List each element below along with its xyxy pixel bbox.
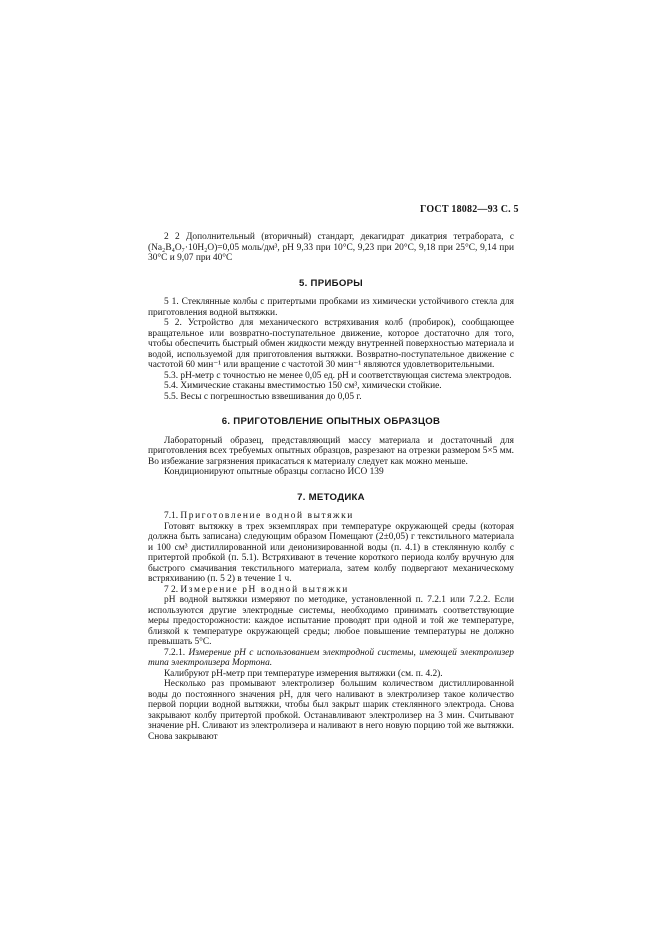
section-7-title: 7. МЕТОДИКА [297, 491, 365, 503]
paragraph-7-1: Готовят вытяжку в трех экземплярах при температуре окружающей среды (которая должна быть записана) следующим образом Помещают (2±0,05) г текстильного материала и 100 см³ дистиллированной или деионизированной воды (п. 4.1) в стеклянную колбу с притертой пробкой (п. 5.1). Встряхивают в течение короткого периода колбу вручную для быстрого смачивания текстильного материала, затем колбу подвергают механическому встряхиванию (п. 5 2) в течение 1 ч. [148, 521, 514, 584]
subsection-7-2-heading [148, 585, 514, 596]
section-5-title: 5. ПРИБОРЫ [298, 277, 363, 289]
subsection-7-2-1-number: 7.2.1. [164, 647, 186, 658]
paragraph-2-2: 2 2 Дополнительный (вторичный) стандарт, декагидрат дикатрия тетрабората, c (Na₂B₄O₇·10H₂O)=0,05 моль/дм³, pH 9,33 при 10°С, 9,23 при 20°С, 9,18 при 25°С, 9,14 при 30°С и 9,07 при 40°С [148, 232, 514, 263]
page-header: ГОСТ 18082—93 С. 5 [420, 204, 519, 215]
subsection-7-1-title: Приготовление водной вытяжки [180, 511, 354, 521]
subsection-7-2-title: Измерение pH водной вытяжки [180, 584, 349, 595]
document-body [148, 232, 514, 742]
paragraph-5-4: 5.4. Химические стаканы вместимостью 150 см³, химически стойкие. [164, 381, 442, 391]
subsection-7-1-heading [148, 511, 514, 522]
subsection-7-2-1-title: Измерение pH с использованием электродной системы, имеющей электролизер типа электролизера Мортона. [148, 647, 514, 668]
paragraph-6-1: Лабораторный образец, представляющий массу материала и достаточный для приготовления всех требуемых опытных образцов, разрезают на отрезки размером 5×5 мм. Во избежание загрязнения прикасаться к материалу следует как можно меньше. [148, 435, 514, 467]
paragraph-5-5: 5.5. Весы с погрешностью взвешивания до 0,05 г. [164, 391, 362, 402]
subsection-7-1-number: 7.1. [164, 511, 179, 521]
subsection-7-2-1-heading [148, 648, 514, 669]
paragraph-5-3: 5.3. pH-метр с точностью не менее 0,05 ед. pH и соответствующая система электродов. [164, 370, 512, 381]
paragraph-6-2: Кондиционируют опытные образцы согласно ИСО 139 [164, 467, 384, 477]
subsection-7-2-number: 7 2. [164, 584, 179, 595]
paragraph-7-2: pH водной вытяжки измеряют по методике, установленной п. 7.2.1 или 7.2.2. Если используются другие электродные системы, необходимо принимать соответствующие меры предосторожности: каждое испытание проводят при одной и той же температуре, близкой к температуре окружающей среды; любое повышение температуры не должно превышать 5°С. [148, 595, 514, 647]
paragraph-5-1: 5 1. Стеклянные колбы с притертыми пробками из химически устойчивого стекла для приготовления водной вытяжки. [148, 297, 514, 318]
paragraph-7-2-1-a: Калибруют pH-метр при температуре измерения вытяжки (см. п. 4.2). [164, 668, 443, 679]
paragraph-5-2: 5 2. Устройство для механического встряхивания колб (пробирок), сообщающее вращательное или возвратно-поступательное движение, которое достаточно для того, чтобы обеспечить быстрый обмен жидкости между внутренней поверхностью материала и водой, используемой для приготовления вытяжки. Возвратно-поступательное движение с частотой 60 мин⁻¹ или вращение с частотой 30 мин⁻¹ являются удовлетворительными. [148, 318, 514, 370]
section-6-title: 6. ПРИГОТОВЛЕНИЕ ОПЫТНЫХ ОБРАЗЦОВ [221, 416, 441, 427]
paragraph-7-2-1-b: Несколько раз промывают электролизер большим количеством дистиллированной воды до постоянного значения pH, для чего наливают в электролизер такое количество первой порции водной вытяжки, чтобы был закрыт шарик стеклянного электрода. Снова закрывают колбу притертой пробкой. Останавливают электролизер на 3 мин. Считывают значение pH. Сливают из электролизера и наливают в него новую порцию той же вытяжки. Снова закрывают [148, 679, 514, 742]
